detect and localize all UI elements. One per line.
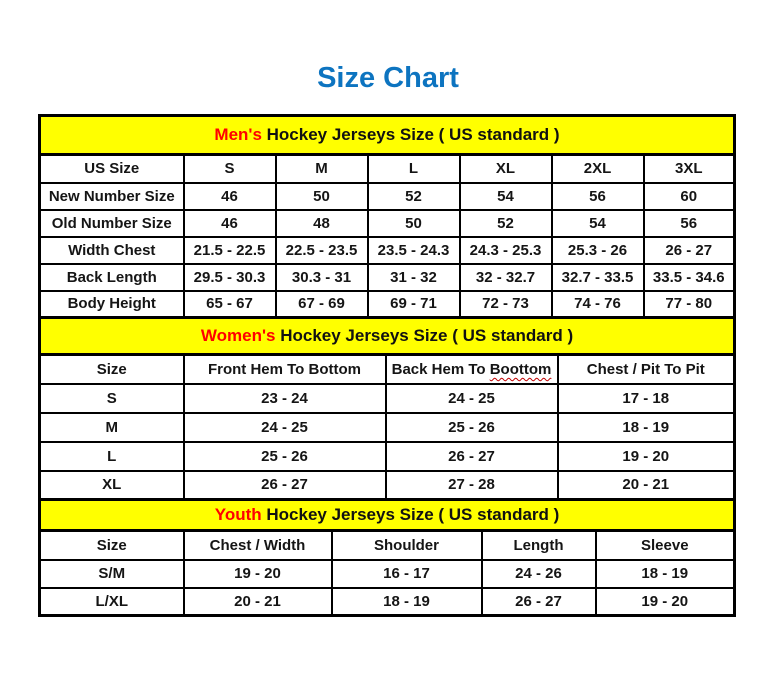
cell-value: 29.5 - 30.3 — [184, 264, 276, 291]
cell-value: 72 - 73 — [460, 291, 552, 318]
column-header: Size — [40, 355, 184, 384]
cell-value: 22.5 - 23.5 — [276, 237, 368, 264]
table-row — [40, 560, 735, 588]
column-header: Front Hem To Bottom — [184, 355, 386, 384]
row-label: Back Length — [40, 264, 184, 291]
mens-column-header-row — [40, 155, 735, 183]
cell-value: 65 - 67 — [184, 291, 276, 318]
cell-value: 30.3 - 31 — [276, 264, 368, 291]
cell-value: 24 - 26 — [482, 560, 596, 588]
column-header: US Size — [40, 155, 184, 183]
cell-value: 54 — [460, 183, 552, 210]
womens-size-table — [38, 316, 736, 501]
table-row — [40, 413, 735, 442]
back-hem-prefix: Back Hem To — [391, 360, 490, 378]
column-header: XL — [460, 155, 552, 183]
cell-value: 16 - 17 — [332, 560, 482, 588]
cell-value: 18 - 19 — [558, 413, 735, 442]
table-row — [40, 210, 735, 237]
cell-value: 19 - 20 — [596, 588, 735, 616]
youth-section-header-row — [40, 500, 735, 531]
cell-value: 26 - 27 — [644, 237, 735, 264]
cell-value: 18 - 19 — [596, 560, 735, 588]
youth-size-table — [38, 498, 736, 617]
youth-title-rest: Hockey Jerseys Size ( US standard ) — [261, 505, 560, 524]
row-label: Old Number Size — [40, 210, 184, 237]
table-row — [40, 471, 735, 500]
cell-value: 74 - 76 — [552, 291, 644, 318]
column-header: Sleeve — [596, 531, 735, 560]
cell-value: 24.3 - 25.3 — [460, 237, 552, 264]
row-label: M — [40, 413, 184, 442]
cell-value: 54 — [552, 210, 644, 237]
cell-value: 24 - 25 — [386, 384, 558, 413]
cell-value: 48 — [276, 210, 368, 237]
cell-value: 32 - 32.7 — [460, 264, 552, 291]
mens-size-table — [38, 114, 736, 319]
cell-value: 56 — [552, 183, 644, 210]
cell-value: 17 - 18 — [558, 384, 735, 413]
table-row — [40, 183, 735, 210]
row-label: Width Chest — [40, 237, 184, 264]
cell-value: 23 - 24 — [184, 384, 386, 413]
womens-column-header-row — [40, 355, 735, 384]
row-label: S/M — [40, 560, 184, 588]
table-row — [40, 384, 735, 413]
row-label: New Number Size — [40, 183, 184, 210]
column-header: M — [276, 155, 368, 183]
row-label: Body Height — [40, 291, 184, 318]
womens-section-title — [40, 318, 735, 355]
cell-value: 25.3 - 26 — [552, 237, 644, 264]
cell-value: 50 — [368, 210, 460, 237]
cell-value: 69 - 71 — [368, 291, 460, 318]
cell-value: 50 — [276, 183, 368, 210]
mens-title-rest: Hockey Jerseys Size ( US standard ) — [261, 125, 560, 144]
cell-value: 19 - 20 — [184, 560, 332, 588]
row-label: L/XL — [40, 588, 184, 616]
row-label: S — [40, 384, 184, 413]
mens-title-accent: Men's — [214, 125, 262, 144]
cell-value: 26 - 27 — [184, 471, 386, 500]
cell-value: 67 - 69 — [276, 291, 368, 318]
column-header: Size — [40, 531, 184, 560]
cell-value: 27 - 28 — [386, 471, 558, 500]
cell-value: 20 - 21 — [558, 471, 735, 500]
size-chart-tables — [38, 114, 733, 617]
cell-value: 56 — [644, 210, 735, 237]
cell-value: 21.5 - 22.5 — [184, 237, 276, 264]
womens-title-accent: Women's — [200, 326, 276, 345]
column-header: L — [368, 155, 460, 183]
cell-value: 26 - 27 — [386, 442, 558, 471]
page-title: Size Chart — [317, 62, 459, 94]
cell-value: 18 - 19 — [332, 588, 482, 616]
womens-title-rest: Hockey Jerseys Size ( US standard ) — [275, 326, 574, 345]
cell-value: 77 - 80 — [644, 291, 735, 318]
table-row — [40, 264, 735, 291]
cell-value: 33.5 - 34.6 — [644, 264, 735, 291]
row-label: L — [40, 442, 184, 471]
column-header: S — [184, 155, 276, 183]
mens-section-header-row — [40, 116, 735, 155]
youth-column-header-row — [40, 531, 735, 560]
column-header: Chest / Pit To Pit — [558, 355, 735, 384]
row-label: XL — [40, 471, 184, 500]
cell-value: 24 - 25 — [184, 413, 386, 442]
table-row — [40, 588, 735, 616]
cell-value: 60 — [644, 183, 735, 210]
cell-value: 52 — [368, 183, 460, 210]
column-header: 2XL — [552, 155, 644, 183]
cell-value: 32.7 - 33.5 — [552, 264, 644, 291]
cell-value: 19 - 20 — [558, 442, 735, 471]
cell-value: 31 - 32 — [368, 264, 460, 291]
cell-value: 25 - 26 — [184, 442, 386, 471]
table-row — [40, 237, 735, 264]
cell-value: 26 - 27 — [482, 588, 596, 616]
youth-title-accent: Youth — [214, 505, 262, 524]
table-row — [40, 291, 735, 318]
cell-value: 46 — [184, 183, 276, 210]
column-header: 3XL — [644, 155, 735, 183]
table-row — [40, 442, 735, 471]
spellcheck-squiggle-word: Boottom — [489, 360, 552, 378]
column-header: Chest / Width — [184, 531, 332, 560]
mens-section-title — [40, 116, 735, 155]
womens-section-header-row — [40, 318, 735, 355]
column-header-with-typo — [386, 355, 558, 384]
cell-value: 23.5 - 24.3 — [368, 237, 460, 264]
youth-section-title — [40, 500, 735, 531]
column-header: Shoulder — [332, 531, 482, 560]
cell-value: 46 — [184, 210, 276, 237]
cell-value: 52 — [460, 210, 552, 237]
column-header: Length — [482, 531, 596, 560]
cell-value: 20 - 21 — [184, 588, 332, 616]
cell-value: 25 - 26 — [386, 413, 558, 442]
